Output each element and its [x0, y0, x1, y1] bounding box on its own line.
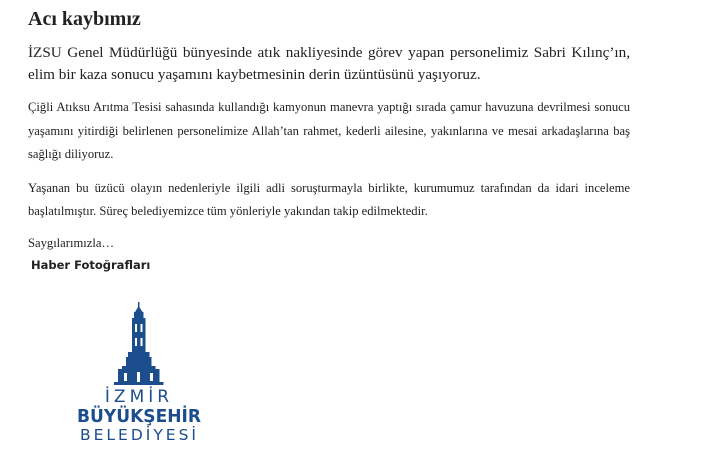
article-paragraph: Çiğli Atıksu Arıtma Tesisi sahasında kullandığı kamyonun manevra yaptığı sırada çamur havuzuna devrilmesi sonucu yaşamını yitirdiği belirlenen personelimize Allah’tan rahmet, kederli ailesine, yakınlarına ve mesai arkadaşlarına baş sağlığı diliyoruz. [28, 100, 630, 161]
article-lead: İZSU Genel Müdürlüğü bünyesinde atık nakliyesinde görev yapan personelimiz Sabri Kılınç’ın, elim bir kaza sonucu yaşamını kaybetmesinin derin üzüntüsünü yaşıyoruz. [28, 44, 630, 83]
logo-text-izmir: İZMİR [104, 387, 174, 407]
izmir-municipality-logo[interactable] [48, 282, 228, 447]
article-signoff: Saygılarımızla… [28, 235, 115, 250]
article [28, 0, 630, 251]
article-paragraph: Yaşanan bu üzücü olayın nedenleriyle ilgili adli soruşturmayla birlikte, kurumumuz tarafından da idari inceleme başlatılmıştır. Süreç belediyemizce tüm yönleriyle yakından takip edilmektedir. [28, 180, 630, 218]
article-title: Acı kaybımız [28, 8, 141, 30]
logo-text-buyuksehir: BÜYÜKŞEHİR [77, 406, 208, 427]
news-photos-heading: Haber Fotoğrafları [31, 258, 151, 272]
logo-text-belediyesi: BELEDİYESİ [80, 426, 198, 444]
